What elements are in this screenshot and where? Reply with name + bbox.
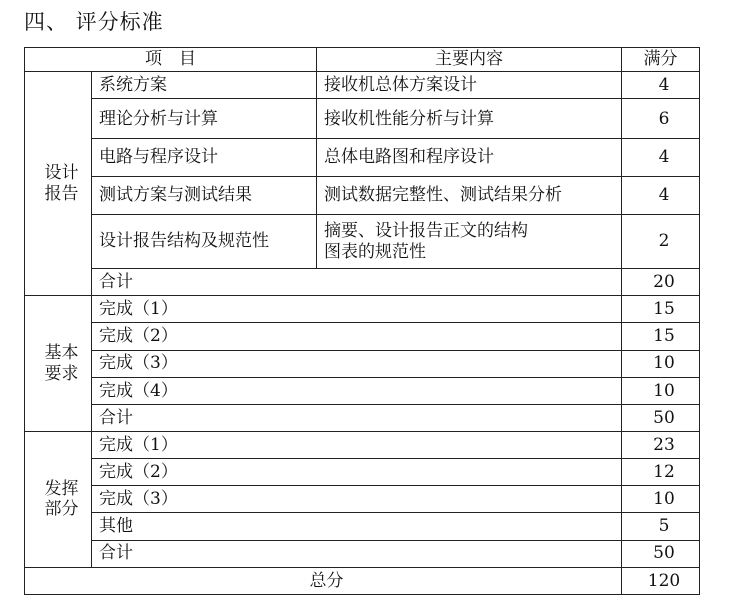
score-cell: 10 [622,350,700,377]
table-row [25,350,700,377]
table-row [25,139,700,176]
table-row [25,99,700,139]
table-row [25,72,700,99]
total-row [25,567,700,594]
content-line: 图表的规范性 [324,241,426,262]
item-cell: 电路与程序设计 [92,139,317,176]
table-row [25,323,700,350]
item-cell: 理论分析与计算 [92,99,317,139]
table-row [25,214,700,268]
item-cell: 完成（4） [92,377,622,404]
category-extension-part [25,432,92,568]
subtotal-value: 50 [622,404,700,431]
table-row [25,377,700,404]
score-cell: 15 [622,296,700,323]
subtotal-row [25,540,700,567]
subtotal-label: 合计 [92,269,622,296]
total-label: 总分 [25,567,622,594]
subtotal-label: 合计 [92,540,622,567]
scoring-table [24,47,700,595]
item-cell: 测试方案与测试结果 [92,176,317,214]
category-basic-requirements [25,296,92,432]
item-cell: 完成（1） [92,432,622,459]
score-cell: 12 [622,459,700,486]
score-cell: 6 [622,99,700,139]
subtotal-label: 合计 [92,404,622,431]
score-cell: 4 [622,176,700,214]
score-cell: 4 [622,139,700,176]
score-cell: 23 [622,432,700,459]
category-design-report [25,72,92,296]
item-cell: 完成（2） [92,459,622,486]
header-content: 主要内容 [317,48,622,72]
total-value: 120 [622,567,700,594]
content-cell: 接收机总体方案设计 [317,72,622,99]
score-cell: 15 [622,323,700,350]
item-cell: 完成（3） [92,486,622,513]
table-row [25,296,700,323]
table-row [25,176,700,214]
content-cell: 接收机性能分析与计算 [317,99,622,139]
subtotal-value: 20 [622,269,700,296]
item-cell: 完成（1） [92,296,622,323]
subtotal-row [25,269,700,296]
score-cell: 10 [622,377,700,404]
item-cell: 设计报告结构及规范性 [92,214,317,268]
item-cell: 其他 [92,513,622,540]
score-cell: 5 [622,513,700,540]
header-row [25,48,700,72]
category-label: 发挥部分 [44,478,79,520]
item-cell: 系统方案 [92,72,317,99]
header-item: 项 目 [25,48,317,72]
subtotal-row [25,404,700,431]
content-cell [317,214,622,268]
header-score: 满分 [622,48,700,72]
content-cell: 测试数据完整性、测试结果分析 [317,176,622,214]
content-line: 摘要、设计报告正文的结构 [324,221,528,242]
table-row [25,513,700,540]
section-title: 四、 评分标准 [24,10,164,34]
score-cell: 4 [622,72,700,99]
category-label: 基本要求 [44,343,79,384]
score-cell: 2 [622,214,700,268]
table-row [25,432,700,459]
score-cell: 10 [622,486,700,513]
table-row [25,459,700,486]
table-row [25,486,700,513]
item-cell: 完成（3） [92,350,622,377]
content-cell: 总体电路图和程序设计 [317,139,622,176]
item-cell: 完成（2） [92,323,622,350]
category-label: 设计报告 [44,163,79,204]
subtotal-value: 50 [622,540,700,567]
